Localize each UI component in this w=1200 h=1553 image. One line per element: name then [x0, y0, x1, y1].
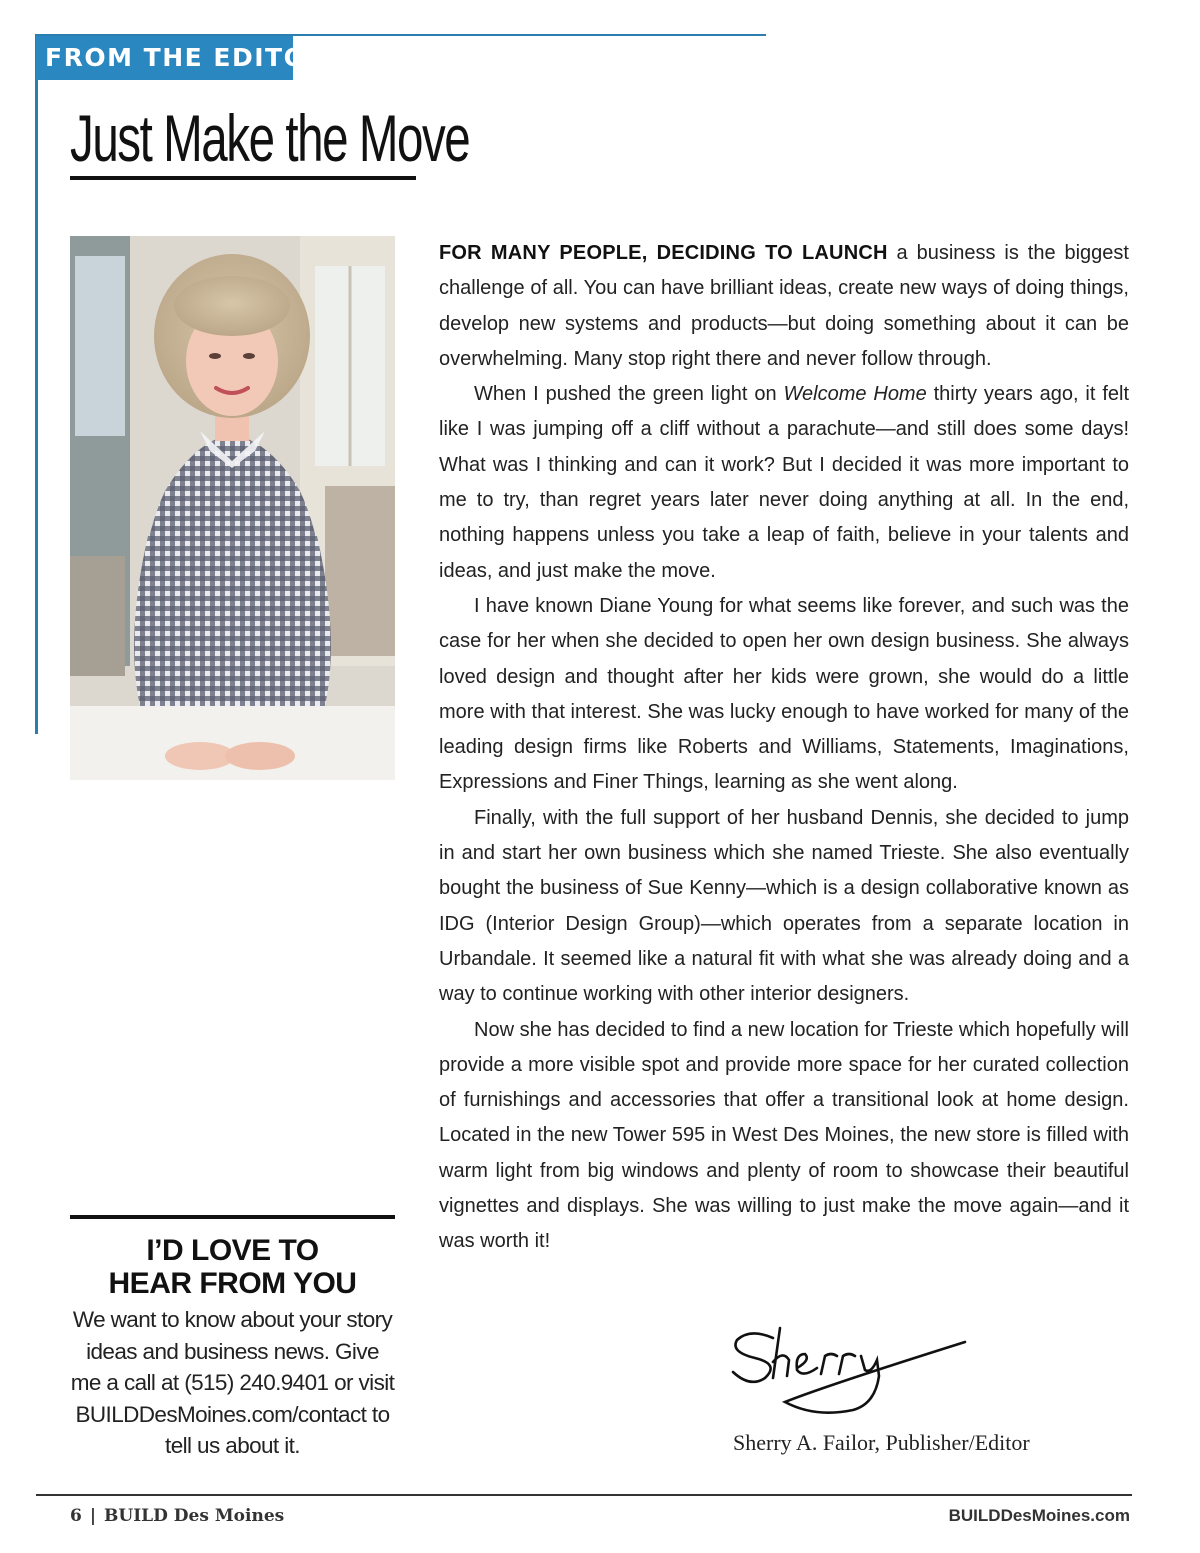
signature-icon: [725, 1320, 970, 1420]
paragraph-1-text: a business is the biggest challenge of all. You can have brilliant ideas, create new ways of doing things, develop new systems and products—but doing something about it can be overwhelming. Many stop right there and never follow through.: [439, 242, 1129, 370]
portrait-photo-icon: [70, 236, 395, 780]
signature-name: Sherry A. Failor, Publisher/Editor: [733, 1430, 1030, 1455]
publication-name: BUILD Des Moines: [104, 1506, 285, 1526]
article-paragraph-5: Now she has decided to find a new location for Trieste which hopefully will provide a more visible spot and provide more space for her curated collection of furnishings and accessories that offer a transitional look at home design. Located in the new Tower 595 in West Des Moines, the new store is filled with warm light from big windows and plenty of room to showcase their beautiful vignettes and displays. She was willing to just make the move again—and it was worth it!: [439, 1018, 1129, 1253]
sidebar-heading-line-2: HEAR FROM YOU: [108, 1267, 357, 1300]
paragraph-2-text-end: thirty years ago, it felt like I was jumping off a cliff without a parachute—and still does some days! What was I thinking and can it work? But I decided it was more important to me to try, than regret years later never doing anything at all. In the end, nothing happens unless you take a leap of faith, believe in your talents and ideas, and just make the move.: [439, 383, 1129, 582]
sidebar-rule: [70, 1215, 395, 1219]
footer-folio: [70, 1506, 284, 1526]
page-number: 6: [70, 1506, 82, 1526]
title-underline: [70, 176, 416, 180]
article-paragraph-4: Finally, with the full support of her husband Dennis, she decided to jump in and start her own business which she named Trieste. She also eventually bought the business of Sue Kenny—which is a design collaborative known as IDG (Interior Design Group)—which operates from a separate location in Urbandale. It seemed like a natural fit with what she was already doing and a way to continue working with other interior designers.: [439, 806, 1129, 1006]
lead-in: FOR MANY PEOPLE, DECIDING TO LAUNCH: [439, 242, 888, 264]
paragraph-2-text-start: When I pushed the green light on: [474, 383, 784, 406]
page-title: Just Make the Move: [70, 101, 470, 175]
sidebar-text: We want to know about your story ideas and business news. Give me a call at (515) 240.9401 or visit BUILDDesMoines.com/contact to tell us about it.: [70, 1307, 395, 1458]
footer-website: BUILDDesMoines.com: [948, 1506, 1130, 1525]
sidebar-heading-line-1: I’D LOVE TO: [146, 1234, 319, 1267]
article-paragraph-1: [439, 236, 1129, 377]
article-body: [439, 236, 1129, 1260]
editor-portrait-photo: [70, 236, 395, 780]
article-paragraph-2: [439, 377, 1129, 589]
footer-rule: [36, 1494, 1132, 1496]
header-frame-left-line: [35, 34, 38, 734]
article-paragraph-3: I have known Diane Young for what seems like forever, and such was the case for her when she decided to open her own design business. She always loved design and thought after her kids were grown, she would do a little more with that interest. She was lucky enough to have worked for many of the leading design firms like Roberts and Williams, Statements, Imaginations, Expressions and Finer Things, learning as she went along.: [439, 594, 1129, 794]
section-label: FROM THE EDITOR: [36, 36, 293, 80]
folio-separator: |: [89, 1506, 97, 1526]
sidebar-heading: [70, 1234, 395, 1300]
magazine-name: Welcome Home: [783, 383, 927, 406]
